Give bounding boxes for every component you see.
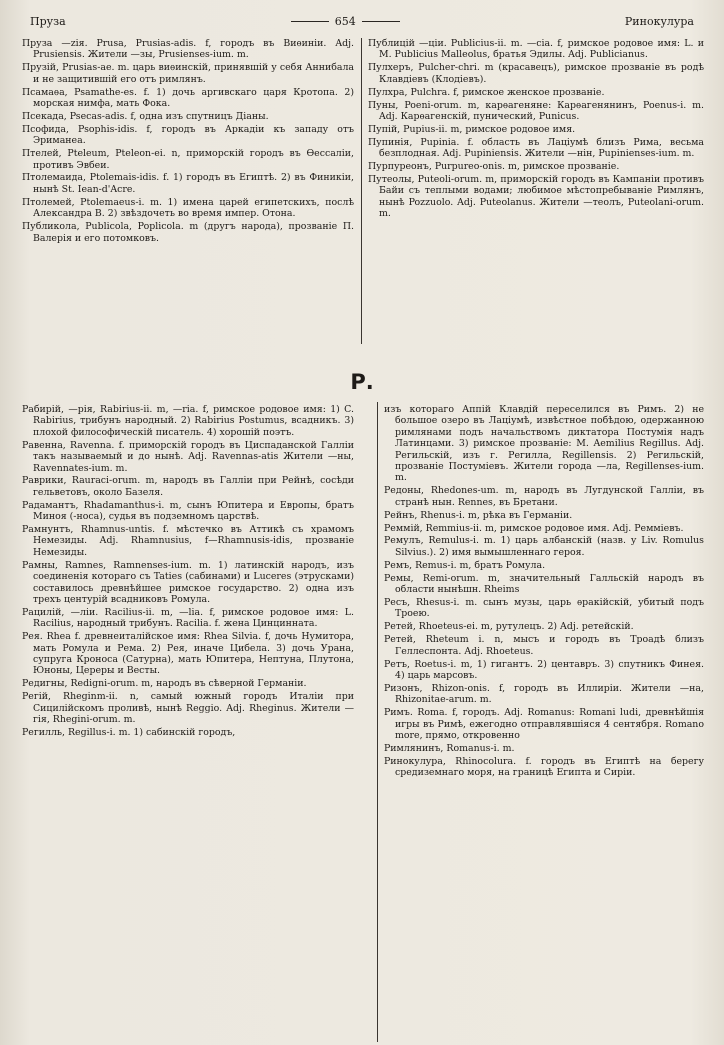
dictionary-entry: Псамаѳа, Psamathe-es. f. 1) дочь аргивскаго царя Кротопа. 2) морская нимфа, мать Фока. [22,86,354,110]
dictionary-entry: Рамнунтъ, Rhamnus-untis. f. мѣстечко въ Аттикѣ съ храмомъ Немезиды. Adj. Rhamnusius, f—Rhamnusis-idis, прозваніе Немезиды. [22,524,354,558]
section-letter-heading: Р. [350,370,374,394]
dictionary-entry: Пруза —ziя. Prusa, Prusias-adis. f, городъ въ Виѳиніи. Adj. Prusiensis. Жители —зы, Prusienses-ium. m. [22,38,354,61]
column-divider-upper [361,38,362,344]
dictionary-entry: Ризонъ, Rhizon-onis. f, городъ въ Иллиріи. Жители —на, Rhizonitae-arum. m. [384,682,704,706]
dictionary-entry: Радамантъ, Rhadamanthus-i. m, сынъ Юпитера и Европы, братъ Миноя (-носа), судья въ подземномъ царствѣ. [22,499,354,523]
page-number-group [291,15,400,28]
dictionary-entry: Ретей, Rheteum i. n, мысъ и городъ въ Троадѣ близъ Геллеспонта. Adj. Rhoeteus. [384,634,704,657]
header-rule-right [362,21,400,22]
dictionary-entry: Пупій, Pupius-ii. m, римское родовое имя. [368,123,576,135]
dictionary-entry: Птолемаида, Ptolemais-idis. f. 1) городъ въ Египтѣ. 2) въ Финикіи, нынѣ St. Iean-d'Acre. [22,172,354,195]
dictionary-entry: Прузій, Prusias-ae. m. царь виѳинскій, принявшій у себя Аннибала и не защитившій его отъ римлянъ. [22,62,354,85]
running-header [30,12,694,30]
dictionary-entry: Пулхра, Pulchra. f, римское женское прозваніе. [368,86,605,98]
dictionary-entry: Рацилій, —ліи. Racilius-ii. m, —lia. f, римское родовое имя: L. Racilius, народный трибунъ. Racilia. f. жена Цинцинната. [22,606,354,630]
header-right-word: Ринокулура [624,14,694,28]
dictionary-entry: Пупинія, Pupinia. f. область въ Лаціумѣ близъ Рима, весьма безплодная. Adj. Pupiniensis. Жители —нін, Pupinienses-ium. m. [368,136,704,160]
column-upper-left [22,38,354,245]
dictionary-entry: Ресъ, Rhesus-i. m. сынъ музы, царь ѳракійскій, убитый подъ Троею. [384,597,704,620]
dictionary-entry: Римлянинъ, Romanus-i. m. [384,742,515,754]
dictionary-entry: Псофида, Psophis-idis. f, городъ въ Аркадіи къ западу отъ Эриманеа. [22,123,354,147]
header-rule-left [291,21,329,22]
dictionary-entry: Ринокулура, Rhinocolura. f. городъ въ Египтѣ на берегу средиземнаго моря, на границѣ Египта и Сиріи. [384,755,704,779]
dictionary-entry: изъ котораго Аппій Клавдій переселился въ Римъ. 2) не большое озеро въ Лаціумѣ, извѣстное побѣдою, одержанною римлянами подъ начальствомъ диктатора Постумія надъ Латинцами. 3) римское прозваніе: M. Aemilius Regillus. Adj. Регильскій, изъ г. Регилла, Regillensis. 2) Регильскій, прозваніе Постуміевъ. Жители города —ла, Regillenses-ium. m. [384,404,704,484]
dictionary-entry: Регій, Rheginm-ii. n, самый южный городъ Италіи при Сицилійскомъ проливѣ, нынѣ Reggio. Adj. Rheginus. Жители —гія, Rhegini-orum. m. [22,691,354,726]
dictionary-entry: Раврики, Rauraci-orum. m, народъ въ Галліи при Рейнѣ, сосѣди гельветовъ, около Базеля. [22,475,354,498]
dictionary-entry: Рейнъ, Rhenus-i. m, рѣка въ Германіи. [384,509,573,521]
dictionary-entry: Путеолы, Puteoli-orum. m, приморскій городъ въ Кампаніи противъ Байи съ теплыми водами; любимое мѣстопребываніе Римлянъ, нынѣ Pozzuolo. Adj. Puteolanus. Жители —теолъ, Puteolani-orum. m. [368,173,704,220]
column-lower-right [384,404,704,780]
dictionary-entry: Равенна, Ravenna. f. приморскій городъ въ Циспаданской Галліи такъ называемый и до нынѣ. Adj. Ravennas-atis Жители —ны, Ravennates-ium. m. [22,439,354,474]
dictionary-entry: Пуны, Poeni-orum. m, карѳагеняне: Карѳагенянинъ, Poenus-i. m. Adj. Карѳагенскій, пунический, Punicus. [368,99,704,122]
dictionary-entry: Римъ. Roma. f, городъ. Adj. Romanus: Romani ludi, древнѣйшія игры въ Римѣ, ежегодно отправлявшіяся 4 сентября. Romano more, прямо, откровенно [384,707,704,741]
dictionary-entry: Ремъ, Remus-i. m, братъ Ромула. [384,559,546,571]
column-lower-left [22,404,354,740]
dictionary-entry: Птолемей, Ptolemaeus-i. m. 1) имена царей египетскихъ, послѣ Александра В. 2) звѣздочеть во время импер. Отона. [22,196,354,220]
dictionary-entry: Рабирій, —рія, Rabirius-ii. m, —ria. f, римское родовое имя: 1) C. Rabirius, трибунъ народный. 2) Rabirius Postumus, всадникъ. 3) плохой философическій писатель. 4) хорошій поэтъ. [22,404,354,438]
column-divider-lower [377,402,378,1042]
page-number: 654 [334,14,356,28]
dictionary-entry: Псекада, Psecas-adis. f, одна изъ спутницъ Діаны. [22,110,269,122]
column-upper-right [368,38,704,221]
dictionary-entry: Пурпуреонъ, Purpureo-onis. m, римское прозваніе. [368,161,620,173]
dictionary-entry: Ретъ, Roetus-i. m, 1) гигантъ. 2) центавръ. 3) спутникъ Финея. 4) царь марсовъ. [384,658,704,681]
dictionary-entry: Регилль, Regillus-i. m. 1) сабинскій городъ, [22,726,236,738]
dictionary-entry: Публикола, Publicola, Poplicola. m (другъ народа), прозваніе П. Валерія и его потомковъ. [22,221,354,244]
dictionary-entry: Реммій, Remmius-ii. m, римское родовое имя. Adj. Реммiевъ. [384,522,684,534]
dictionary-entry: Публицій —ціи. Publicius-ii. m. —cia. f, римское родовое имя: L. и M. Publicius Malleolus, братья Эдилы. Adj. Publicianus. [368,38,704,61]
dictionary-entry: Ремулъ, Remulus-i. m. 1) царь албанскій (назв. у Liv. Romulus Silvius.). 2) имя вымышленнаго героя. [384,535,704,558]
dictionary-entry: Редоны, Rhedones-um. m, народъ въ Лугдунской Галліи, въ странѣ нын. Rennes, въ Бретани. [384,485,704,508]
dictionary-entry: Ретей, Rhoeteus-ei. m, рутулецъ. 2) Adj. ретейскій. [384,621,634,633]
dictionary-entry: Редигны, Redigni-orum. m, народъ въ сѣверной Германіи. [22,678,307,690]
dictionary-entry: Ремы, Remi-orum. m, значительный Галльскій народъ въ области нынѣшн. Rheims [384,572,704,596]
dictionary-entry: Птелей, Pteleum, Ptelеon-ei. n, приморскій городъ въ Ѳессаліи, противъ Эвбеи. [22,148,354,171]
dictionary-entry: Рея. Rhea f. древнеиталійское имя: Rhea Silvia. f, дочь Нумитора, мать Ромула и Рема. 2) Рея, иначе Цибела. 3) дочь Урана, супруга Кроноса (Сатурна), мать Юпитера, Нептуна, Плутона, Юноны, Цереры и Весты. [22,631,354,677]
dictionary-entry: Рамны, Ramnes, Ramnenses-ium. m. 1) латинскій народъ, изъ соединенія котораго съ Taties (сабинами) и Luceres (этрусками) составилось древнѣйшее римское государство. 2) одна изъ трехъ центурій всадниковъ Ромула. [22,559,354,605]
dictionary-entry: Пулхеръ, Pulcher-chri. m (красавецъ), римское прозваніе въ родѣ Клавдіевъ (Клодіевъ). [368,62,704,85]
header-left-word: Пруза [30,14,66,28]
